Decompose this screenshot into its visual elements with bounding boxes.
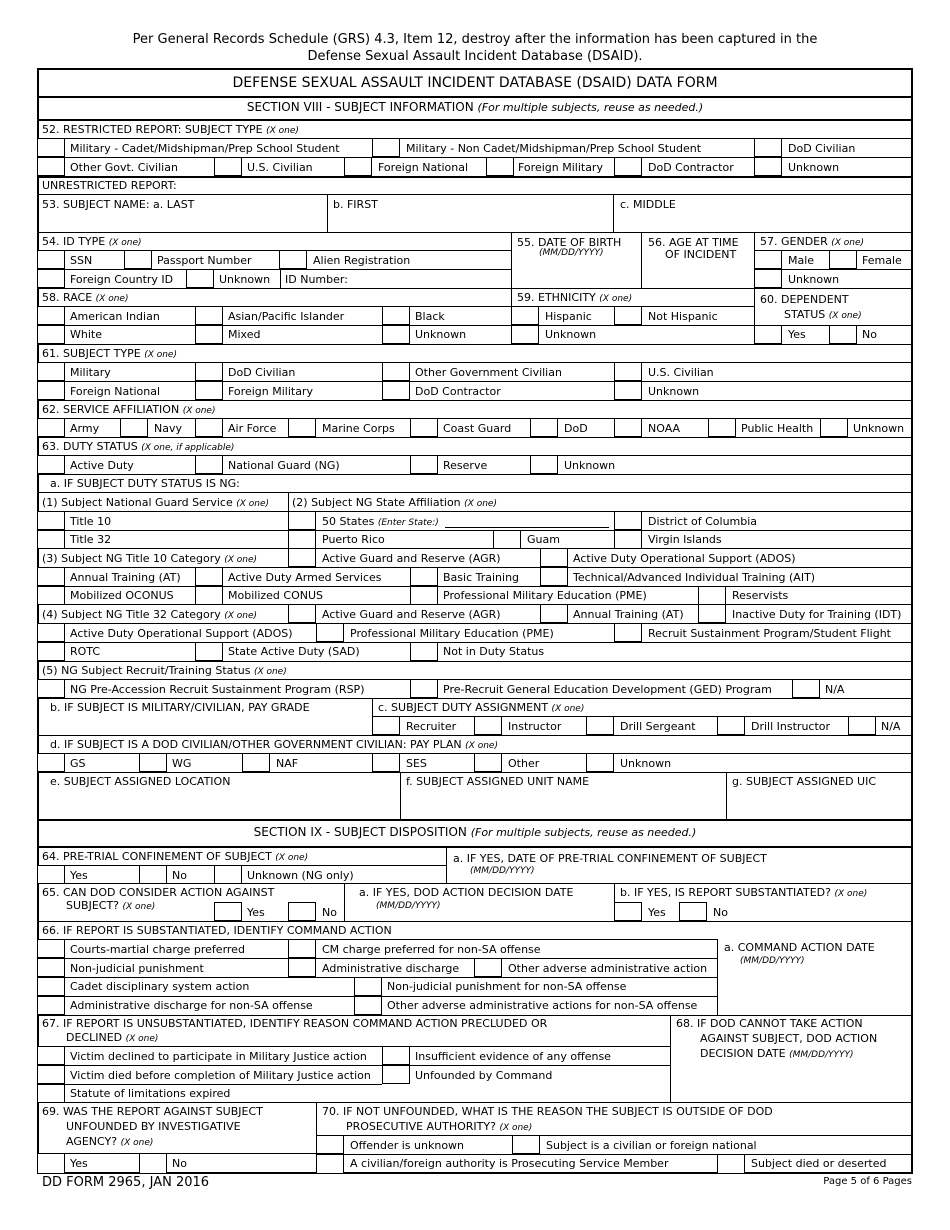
ng3-conus-label: Mobilized CONUS <box>228 589 323 602</box>
ng3-at-label: Annual Training (AT) <box>70 571 181 584</box>
q64-unknown-label: Unknown (NG only) <box>247 869 354 882</box>
section8-note: (For multiple subjects, reuse as needed.) <box>477 101 704 114</box>
q66-admin-discharge-non-sa-label: Administrative discharge for non-SA offense <box>70 999 313 1012</box>
q58-mixed-checkbox[interactable] <box>195 325 223 344</box>
q58-black-label: Black <box>415 310 445 323</box>
q59-label: 59. ETHNICITY (X one) <box>517 291 633 304</box>
ng2-guam-checkbox[interactable] <box>493 530 521 549</box>
q52-us-civilian-checkbox[interactable] <box>214 157 242 176</box>
q63c-na-checkbox[interactable] <box>848 716 876 735</box>
form-identifier: DD FORM 2965, JAN 2016 <box>42 1175 210 1190</box>
q63d-ses-checkbox[interactable] <box>372 753 400 772</box>
q57-unknown-label: Unknown <box>788 273 840 286</box>
q66-njp-label: Non-judicial punishment <box>70 962 204 975</box>
q61-other-govt-checkbox[interactable] <box>382 362 410 381</box>
ng5-rsp-checkbox[interactable] <box>37 679 65 698</box>
q63d-gs-checkbox[interactable] <box>37 753 65 772</box>
q62-air-force-checkbox[interactable] <box>195 418 223 437</box>
q52-unknown-label: Unknown <box>788 161 840 174</box>
q64-label: 64. PRE-TRIAL CONFINEMENT OF SUBJECT (X one) <box>42 850 309 863</box>
ng4-ados-label: Active Duty Operational Support (ADOS) <box>70 627 293 640</box>
q60-label-line2: STATUS (X one) <box>784 308 862 321</box>
q62-air-force-label: Air Force <box>228 422 277 435</box>
ng2-50-states-checkbox[interactable] <box>288 511 316 530</box>
q65-yes-label: Yes <box>247 906 265 919</box>
ng4-not-in-duty-checkbox[interactable] <box>410 642 438 661</box>
q59-unknown-checkbox[interactable] <box>511 325 539 344</box>
q67-victim-declined-label: Victim declined to participate in Military Justice action <box>70 1050 367 1063</box>
q65-label-line1: 65. CAN DOD CONSIDER ACTION AGAINST <box>42 886 275 899</box>
q63-national-guard-checkbox[interactable] <box>195 455 223 474</box>
q52-dod-contractor-checkbox[interactable] <box>614 157 642 176</box>
q69-no-label: No <box>172 1157 187 1170</box>
q62-noaa-checkbox[interactable] <box>614 418 642 437</box>
section9-title: SECTION IX - SUBJECT DISPOSITION <box>253 825 467 839</box>
q63d-label: d. IF SUBJECT IS A DOD CIVILIAN/OTHER GOVERNMENT CIVILIAN: PAY PLAN (X one) <box>50 738 498 751</box>
q63d-other-checkbox[interactable] <box>474 753 502 772</box>
ng3-at-checkbox[interactable] <box>37 567 65 586</box>
q61-foreign-military-checkbox[interactable] <box>195 381 223 400</box>
q69-yes-label: Yes <box>70 1157 88 1170</box>
q66-court-martial-label: Courts-martial charge preferred <box>70 943 245 956</box>
ng4-agr-checkbox[interactable] <box>288 604 316 623</box>
q66a-hint: (MM/DD/YYYY) <box>740 956 805 966</box>
q62-unknown-label: Unknown <box>853 422 905 435</box>
q63d-naf-checkbox[interactable] <box>242 753 270 772</box>
q61-foreign-military-label: Foreign Military <box>228 385 313 398</box>
q60-label-line1: 60. DEPENDENT <box>760 293 849 306</box>
q63d-unknown-checkbox[interactable] <box>586 753 614 772</box>
q56-label-line2: OF INCIDENT <box>665 248 737 261</box>
q58-asian-label: Asian/Pacific Islander <box>228 310 345 323</box>
q52-us-civilian-label: U.S. Civilian <box>247 161 313 174</box>
ng3-agr-label: Active Guard and Reserve (AGR) <box>322 552 501 565</box>
q65b-no-checkbox[interactable] <box>679 902 707 921</box>
q57-female-label: Female <box>862 254 902 267</box>
q67-insufficient-evidence-label: Insufficient evidence of any offense <box>415 1050 611 1063</box>
q52-other-govt-checkbox[interactable] <box>37 157 65 176</box>
q65b-no-label: No <box>713 906 728 919</box>
q63c-drill-sergeant-label: Drill Sergeant <box>620 720 696 733</box>
q67-victim-died-checkbox[interactable] <box>37 1065 65 1084</box>
q63c-instructor-label: Instructor <box>508 720 562 733</box>
q53-last-label: 53. SUBJECT NAME: a. LAST <box>42 198 195 211</box>
q57-female-checkbox[interactable] <box>829 250 857 269</box>
q68-label-line1: 68. IF DOD CANNOT TAKE ACTION <box>676 1017 863 1030</box>
q69-label-line2: UNFOUNDED BY INVESTIGATIVE <box>66 1120 241 1133</box>
q66-admin-discharge-non-sa-checkbox[interactable] <box>37 996 65 1015</box>
q54-alien-registration-label: Alien Registration <box>313 254 411 267</box>
q60-no-checkbox[interactable] <box>829 325 857 344</box>
q61-other-govt-label: Other Government Civilian <box>415 366 562 379</box>
q63e-label: e. SUBJECT ASSIGNED LOCATION <box>50 775 231 788</box>
q58-label: 58. RACE (X one) <box>42 291 129 304</box>
ng4-agr-label: Active Guard and Reserve (AGR) <box>322 608 501 621</box>
ng2-guam-label: Guam <box>527 533 560 546</box>
q58-asian-checkbox[interactable] <box>195 306 223 325</box>
q66-other-adverse-label: Other adverse administrative action <box>508 962 708 975</box>
q57-male-label: Male <box>788 254 815 267</box>
q54-passport-label: Passport Number <box>157 254 252 267</box>
q59-hispanic-checkbox[interactable] <box>511 306 539 325</box>
q52-unknown-checkbox[interactable] <box>754 157 782 176</box>
q63-label: 63. DUTY STATUS (X one, if applicable) <box>42 440 235 453</box>
ng3-armed-services-checkbox[interactable] <box>195 567 223 586</box>
ng2-puerto-rico-checkbox[interactable] <box>288 530 316 549</box>
q63c-drill-instructor-label: Drill Instructor <box>751 720 831 733</box>
q65-no-checkbox[interactable] <box>288 902 316 921</box>
ng3-pme-checkbox[interactable] <box>410 586 438 605</box>
ng1-title32-checkbox[interactable] <box>37 530 65 549</box>
q54-alien-registration-checkbox[interactable] <box>279 250 307 269</box>
q68-label-line3: DECISION DATE (MM/DD/YYYY) <box>700 1047 854 1060</box>
q54-label: 54. ID TYPE (X one) <box>42 235 142 248</box>
q52-cadet-checkbox[interactable] <box>37 138 65 157</box>
q64-no-checkbox[interactable] <box>139 865 167 884</box>
q62-unknown-checkbox[interactable] <box>820 418 848 437</box>
ng2-label: (2) Subject NG State Affiliation (X one) <box>292 496 497 509</box>
ng4-label: (4) Subject NG Title 32 Category (X one) <box>42 608 258 621</box>
q61-label: 61. SUBJECT TYPE (X one) <box>42 347 177 360</box>
q54-ssn-checkbox[interactable] <box>37 250 65 269</box>
q63b-label: b. IF SUBJECT IS MILITARY/CIVILIAN, PAY GRADE <box>50 701 310 714</box>
q61-unknown-label: Unknown <box>648 385 700 398</box>
q62-coast-guard-label: Coast Guard <box>443 422 512 435</box>
q58-unknown-label: Unknown <box>415 328 467 341</box>
q52-foreign-national-label: Foreign National <box>378 161 469 174</box>
q58-unknown-checkbox[interactable] <box>382 325 410 344</box>
ng3-oconus-label: Mobilized OCONUS <box>70 589 174 602</box>
q62-navy-label: Navy <box>154 422 182 435</box>
q52-dod-civilian-label: DoD Civilian <box>788 142 856 155</box>
ng5-label: (5) NG Subject Recruit/Training Status (X one) <box>42 664 287 677</box>
ng4-rotc-checkbox[interactable] <box>37 642 65 661</box>
q66-cadet-disciplinary-label: Cadet disciplinary system action <box>70 980 250 993</box>
ng1-title32-label: Title 32 <box>70 533 112 546</box>
ng1-title10-checkbox[interactable] <box>37 511 65 530</box>
q58-american-indian-checkbox[interactable] <box>37 306 65 325</box>
q59-not-hispanic-checkbox[interactable] <box>614 306 642 325</box>
q63c-drill-sergeant-checkbox[interactable] <box>586 716 614 735</box>
q52-foreign-military-label: Foreign Military <box>518 161 603 174</box>
q66-other-adverse-checkbox[interactable] <box>474 958 502 977</box>
ng3-ados-label: Active Duty Operational Support (ADOS) <box>573 552 796 565</box>
ng4-reservists-label: Reservists <box>732 589 789 602</box>
q68-label-line2: AGAINST SUBJECT, DOD ACTION <box>700 1032 878 1045</box>
section9-note: (For multiple subjects, reuse as needed.) <box>470 826 697 839</box>
q61-dod-contractor-label: DoD Contractor <box>415 385 501 398</box>
ng4-sad-label: State Active Duty (SAD) <box>228 645 360 658</box>
q60-yes-checkbox[interactable] <box>754 325 782 344</box>
q53-first-label: b. FIRST <box>333 198 378 211</box>
q58-white-checkbox[interactable] <box>37 325 65 344</box>
q61-foreign-national-checkbox[interactable] <box>37 381 65 400</box>
ng2-dc-label: District of Columbia <box>648 515 758 528</box>
q62-marine-corps-checkbox[interactable] <box>288 418 316 437</box>
page-number: Page 5 of 6 Pages <box>823 1176 912 1187</box>
q70-prosecuting-checkbox[interactable] <box>316 1154 344 1174</box>
q52-cadet-label: Military - Cadet/Midshipman/Prep School Student <box>70 142 340 155</box>
q61-military-label: Military <box>70 366 111 379</box>
q63a-label: a. IF SUBJECT DUTY STATUS IS NG: <box>50 477 240 490</box>
q64a-label: a. IF YES, DATE OF PRE-TRIAL CONFINEMENT OF SUBJECT <box>453 852 767 865</box>
q54-id-number-label: ID Number: <box>285 273 348 286</box>
q69-label-line1: 69. WAS THE REPORT AGAINST SUBJECT <box>42 1105 263 1118</box>
q66-njp-non-sa-label: Non-judicial punishment for non-SA offense <box>387 980 627 993</box>
q62-dod-label: DoD <box>564 422 588 435</box>
q58-white-label: White <box>70 328 102 341</box>
retention-notice-line1: Per General Records Schedule (GRS) 4.3, Item 12, destroy after the information has been captured in the <box>132 32 818 47</box>
q52-noncadet-checkbox[interactable] <box>372 138 400 157</box>
q62-noaa-label: NOAA <box>648 422 681 435</box>
q61-dod-contractor-checkbox[interactable] <box>382 381 410 400</box>
ng4-pme-checkbox[interactable] <box>316 623 344 642</box>
ng3-ados-checkbox[interactable] <box>540 548 568 567</box>
q63c-drill-instructor-checkbox[interactable] <box>717 716 745 735</box>
q59-hispanic-label: Hispanic <box>545 310 592 323</box>
ng4-idt-label: Inactive Duty for Training (IDT) <box>732 608 902 621</box>
q62-label: 62. SERVICE AFFILIATION (X one) <box>42 403 216 416</box>
q69-label-line3: AGENCY? (X one) <box>66 1135 154 1148</box>
ng3-ait-checkbox[interactable] <box>540 567 568 586</box>
q63d-unknown-label: Unknown <box>620 757 672 770</box>
q54-foreign-id-label: Foreign Country ID <box>70 273 174 286</box>
ng1-label: (1) Subject National Guard Service (X one) <box>42 496 270 509</box>
q57-label: 57. GENDER (X one) <box>760 235 865 248</box>
q63d-naf-label: NAF <box>276 757 299 770</box>
q52-foreign-national-checkbox[interactable] <box>344 157 372 176</box>
q59-not-hispanic-label: Not Hispanic <box>648 310 718 323</box>
q65a-label: a. IF YES, DOD ACTION DECISION DATE <box>359 886 574 899</box>
q65-no-label: No <box>322 906 337 919</box>
q52-label: 52. RESTRICTED REPORT: SUBJECT TYPE (X one) <box>42 123 299 136</box>
q61-military-checkbox[interactable] <box>37 362 65 381</box>
q54-unknown-label: Unknown <box>219 273 271 286</box>
q65b-label: b. IF YES, IS REPORT SUBSTANTIATED? (X one) <box>620 886 868 899</box>
q63f-label: f. SUBJECT ASSIGNED UNIT NAME <box>406 775 590 788</box>
q62-public-health-checkbox[interactable] <box>708 418 736 437</box>
q62-coast-guard-checkbox[interactable] <box>410 418 438 437</box>
q54-passport-checkbox[interactable] <box>124 250 152 269</box>
q67-label-line2: DECLINED (X one) <box>66 1031 159 1044</box>
q63c-label: c. SUBJECT DUTY ASSIGNMENT (X one) <box>378 701 585 714</box>
q67-statute-limitations-label: Statute of limitations expired <box>70 1087 231 1100</box>
q70-died-deserted-checkbox[interactable] <box>717 1154 745 1174</box>
ng4-pme-label: Professional Military Education (PME) <box>350 627 554 640</box>
q61-unknown-checkbox[interactable] <box>614 381 642 400</box>
ng5-na-checkbox[interactable] <box>792 679 820 698</box>
q63-reserve-label: Reserve <box>443 459 488 472</box>
q63-unknown-checkbox[interactable] <box>530 455 558 474</box>
ng3-basic-training-checkbox[interactable] <box>410 567 438 586</box>
q63d-ses-label: SES <box>406 757 427 770</box>
q66-label: 66. IF REPORT IS SUBSTANTIATED, IDENTIFY COMMAND ACTION <box>42 924 392 937</box>
ng3-armed-services-label: Active Duty Armed Services <box>228 571 382 584</box>
q58-black-checkbox[interactable] <box>382 306 410 325</box>
ng5-ged-checkbox[interactable] <box>410 679 438 698</box>
ng4-rotc-label: ROTC <box>70 645 101 658</box>
q65-yes-checkbox[interactable] <box>214 902 242 921</box>
q63c-recruiter-label: Recruiter <box>406 720 457 733</box>
q65b-yes-checkbox[interactable] <box>614 902 642 921</box>
q67-label-line1: 67. IF REPORT IS UNSUBSTANTIATED, IDENTIFY REASON COMMAND ACTION PRECLUDED OR <box>42 1017 548 1030</box>
q62-marine-corps-label: Marine Corps <box>322 422 395 435</box>
ng4-not-in-duty-label: Not in Duty Status <box>443 645 545 658</box>
q66-admin-discharge-checkbox[interactable] <box>288 958 316 977</box>
form-title: DEFENSE SEXUAL ASSAULT INCIDENT DATABASE (DSAID) DATA FORM <box>232 75 718 91</box>
q63c-na-label: N/A <box>881 720 901 733</box>
q66a-label: a. COMMAND ACTION DATE <box>724 941 875 954</box>
q53-middle-label: c. MIDDLE <box>620 198 676 211</box>
q63-active-duty-label: Active Duty <box>70 459 134 472</box>
ng4-idt-checkbox[interactable] <box>698 604 726 623</box>
q55-label: 55. DATE OF BIRTH <box>517 236 622 249</box>
q61-us-civilian-label: U.S. Civilian <box>648 366 714 379</box>
ng2-puerto-rico-label: Puerto Rico <box>322 533 385 546</box>
q61-dod-civilian-checkbox[interactable] <box>195 362 223 381</box>
ng3-basic-training-label: Basic Training <box>443 571 520 584</box>
q70-offender-unknown-label: Offender is unknown <box>350 1139 465 1152</box>
q62-army-label: Army <box>70 422 100 435</box>
q64-no-label: No <box>172 869 187 882</box>
ng5-rsp-label: NG Pre-Accession Recruit Sustainment Program (RSP) <box>70 683 365 696</box>
ng5-ged-label: Pre-Recruit General Education Development (GED) Program <box>443 683 772 696</box>
q66-njp-non-sa-checkbox[interactable] <box>354 977 382 996</box>
q62-dod-checkbox[interactable] <box>530 418 558 437</box>
ng4-ados-checkbox[interactable] <box>37 623 65 642</box>
q52-dod-contractor-label: DoD Contractor <box>648 161 734 174</box>
q69-yes-checkbox[interactable] <box>37 1153 65 1174</box>
section9-heading <box>37 826 913 838</box>
ng2-50-states-label: 50 States (Enter State:) <box>322 515 439 528</box>
q70-label-line2: PROSECUTIVE AUTHORITY? (X one) <box>346 1120 533 1133</box>
ng3-label: (3) Subject NG Title 10 Category (X one) <box>42 552 258 565</box>
q61-dod-civilian-label: DoD Civilian <box>228 366 296 379</box>
q58-american-indian-label: American Indian <box>70 310 160 323</box>
q62-army-checkbox[interactable] <box>37 418 65 437</box>
q67-victim-declined-checkbox[interactable] <box>37 1046 65 1065</box>
q69-no-checkbox[interactable] <box>139 1153 167 1174</box>
q63-national-guard-label: National Guard (NG) <box>228 459 340 472</box>
q55-hint: (MM/DD/YYYY) <box>539 248 604 258</box>
ng3-ait-label: Technical/Advanced Individual Training (AIT) <box>573 571 816 584</box>
q64a-hint: (MM/DD/YYYY) <box>470 866 535 876</box>
q66-cm-non-sa-checkbox[interactable] <box>288 939 316 958</box>
q70-prosecuting-label: A civilian/foreign authority is Prosecuting Service Member <box>350 1157 669 1170</box>
section8-heading <box>37 101 913 113</box>
q62-navy-checkbox[interactable] <box>120 418 148 437</box>
q59-unknown-label: Unknown <box>545 328 597 341</box>
q64-yes-label: Yes <box>70 869 88 882</box>
ng1-title10-label: Title 10 <box>70 515 112 528</box>
q67-unfounded-command-checkbox[interactable] <box>382 1065 410 1084</box>
q63-reserve-checkbox[interactable] <box>410 455 438 474</box>
q66-cm-non-sa-label: CM charge preferred for non-SA offense <box>322 943 541 956</box>
q66-other-adverse-non-sa-label: Other adverse administrative actions for non-SA offense <box>387 999 698 1012</box>
q63d-wg-label: WG <box>172 757 192 770</box>
q54-unknown-checkbox[interactable] <box>186 269 214 288</box>
q60-yes-label: Yes <box>788 328 806 341</box>
ng2-virgin-islands-label: Virgin Islands <box>648 533 722 546</box>
ng4-sad-checkbox[interactable] <box>195 642 223 661</box>
q52-dod-civilian-checkbox[interactable] <box>754 138 782 157</box>
unrestricted-report-label: UNRESTRICTED REPORT: <box>42 179 177 192</box>
q57-unknown-checkbox[interactable] <box>754 269 782 288</box>
section8-title: SECTION VIII - SUBJECT INFORMATION <box>246 100 474 114</box>
q70-offender-unknown-checkbox[interactable] <box>316 1135 344 1154</box>
q70-civilian-foreign-label: Subject is a civilian or foreign national <box>546 1139 757 1152</box>
ng3-oconus-checkbox[interactable] <box>37 586 65 605</box>
q56-label-line1: 56. AGE AT TIME <box>648 236 739 249</box>
q63g-label: g. SUBJECT ASSIGNED UIC <box>732 775 877 788</box>
q70-civilian-foreign-checkbox[interactable] <box>512 1135 540 1154</box>
q67-insufficient-evidence-checkbox[interactable] <box>382 1046 410 1065</box>
q65-label-line2: SUBJECT? (X one) <box>66 899 156 912</box>
q63d-gs-label: GS <box>70 757 86 770</box>
q64-unknown-checkbox[interactable] <box>214 865 242 884</box>
q66-njp-checkbox[interactable] <box>37 958 65 977</box>
q52-noncadet-label: Military - Non Cadet/Midshipman/Prep School Student <box>406 142 702 155</box>
q54-foreign-id-checkbox[interactable] <box>37 269 65 288</box>
ng4-rsp-flight-checkbox[interactable] <box>614 623 642 642</box>
q63c-recruiter-checkbox[interactable] <box>372 716 400 735</box>
q60-no-label: No <box>862 328 877 341</box>
q64-yes-checkbox[interactable] <box>37 865 65 884</box>
q66-admin-discharge-label: Administrative discharge <box>322 962 460 975</box>
q67-statute-limitations-checkbox[interactable] <box>37 1084 65 1103</box>
q70-died-deserted-label: Subject died or deserted <box>751 1157 887 1170</box>
q58-mixed-label: Mixed <box>228 328 261 341</box>
q57-male-checkbox[interactable] <box>754 250 782 269</box>
q66-other-adverse-non-sa-checkbox[interactable] <box>354 996 382 1015</box>
ng2-virgin-islands-checkbox[interactable] <box>614 530 642 549</box>
q61-foreign-national-label: Foreign National <box>70 385 161 398</box>
q65a-hint: (MM/DD/YYYY) <box>376 901 441 911</box>
q63d-wg-checkbox[interactable] <box>139 753 167 772</box>
ng3-agr-checkbox[interactable] <box>288 548 316 567</box>
q66-cadet-disciplinary-checkbox[interactable] <box>37 977 65 996</box>
q61-us-civilian-checkbox[interactable] <box>614 362 642 381</box>
q54-ssn-label: SSN <box>70 254 93 267</box>
retention-notice-line2: Defense Sexual Assault Incident Database (DSAID). <box>307 49 643 64</box>
q62-public-health-label: Public Health <box>741 422 814 435</box>
q70-label-line1: 70. IF NOT UNFOUNDED, WHAT IS THE REASON THE SUBJECT IS OUTSIDE OF DOD <box>322 1105 773 1118</box>
q63c-instructor-checkbox[interactable] <box>474 716 502 735</box>
q67-victim-died-label: Victim died before completion of Military Justice action <box>70 1069 371 1082</box>
q63-active-duty-checkbox[interactable] <box>37 455 65 474</box>
q66-court-martial-checkbox[interactable] <box>37 939 65 958</box>
ng4-at-label: Annual Training (AT) <box>573 608 684 621</box>
ng4-at-checkbox[interactable] <box>540 604 568 623</box>
ng4-reservists-checkbox[interactable] <box>698 586 726 605</box>
q65b-yes-label: Yes <box>648 906 666 919</box>
q52-foreign-military-checkbox[interactable] <box>486 157 514 176</box>
ng4-rsp-flight-label: Recruit Sustainment Program/Student Flight <box>648 627 891 640</box>
q67-unfounded-command-label: Unfounded by Command <box>415 1069 553 1082</box>
ng3-pme-label: Professional Military Education (PME) <box>443 589 647 602</box>
ng3-conus-checkbox[interactable] <box>195 586 223 605</box>
q63-unknown-label: Unknown <box>564 459 616 472</box>
q52-other-govt-label: Other Govt. Civilian <box>70 161 178 174</box>
q63d-other-label: Other <box>508 757 540 770</box>
ng5-na-label: N/A <box>825 683 845 696</box>
ng2-dc-checkbox[interactable] <box>614 511 642 530</box>
state-entry-line[interactable] <box>445 527 609 528</box>
